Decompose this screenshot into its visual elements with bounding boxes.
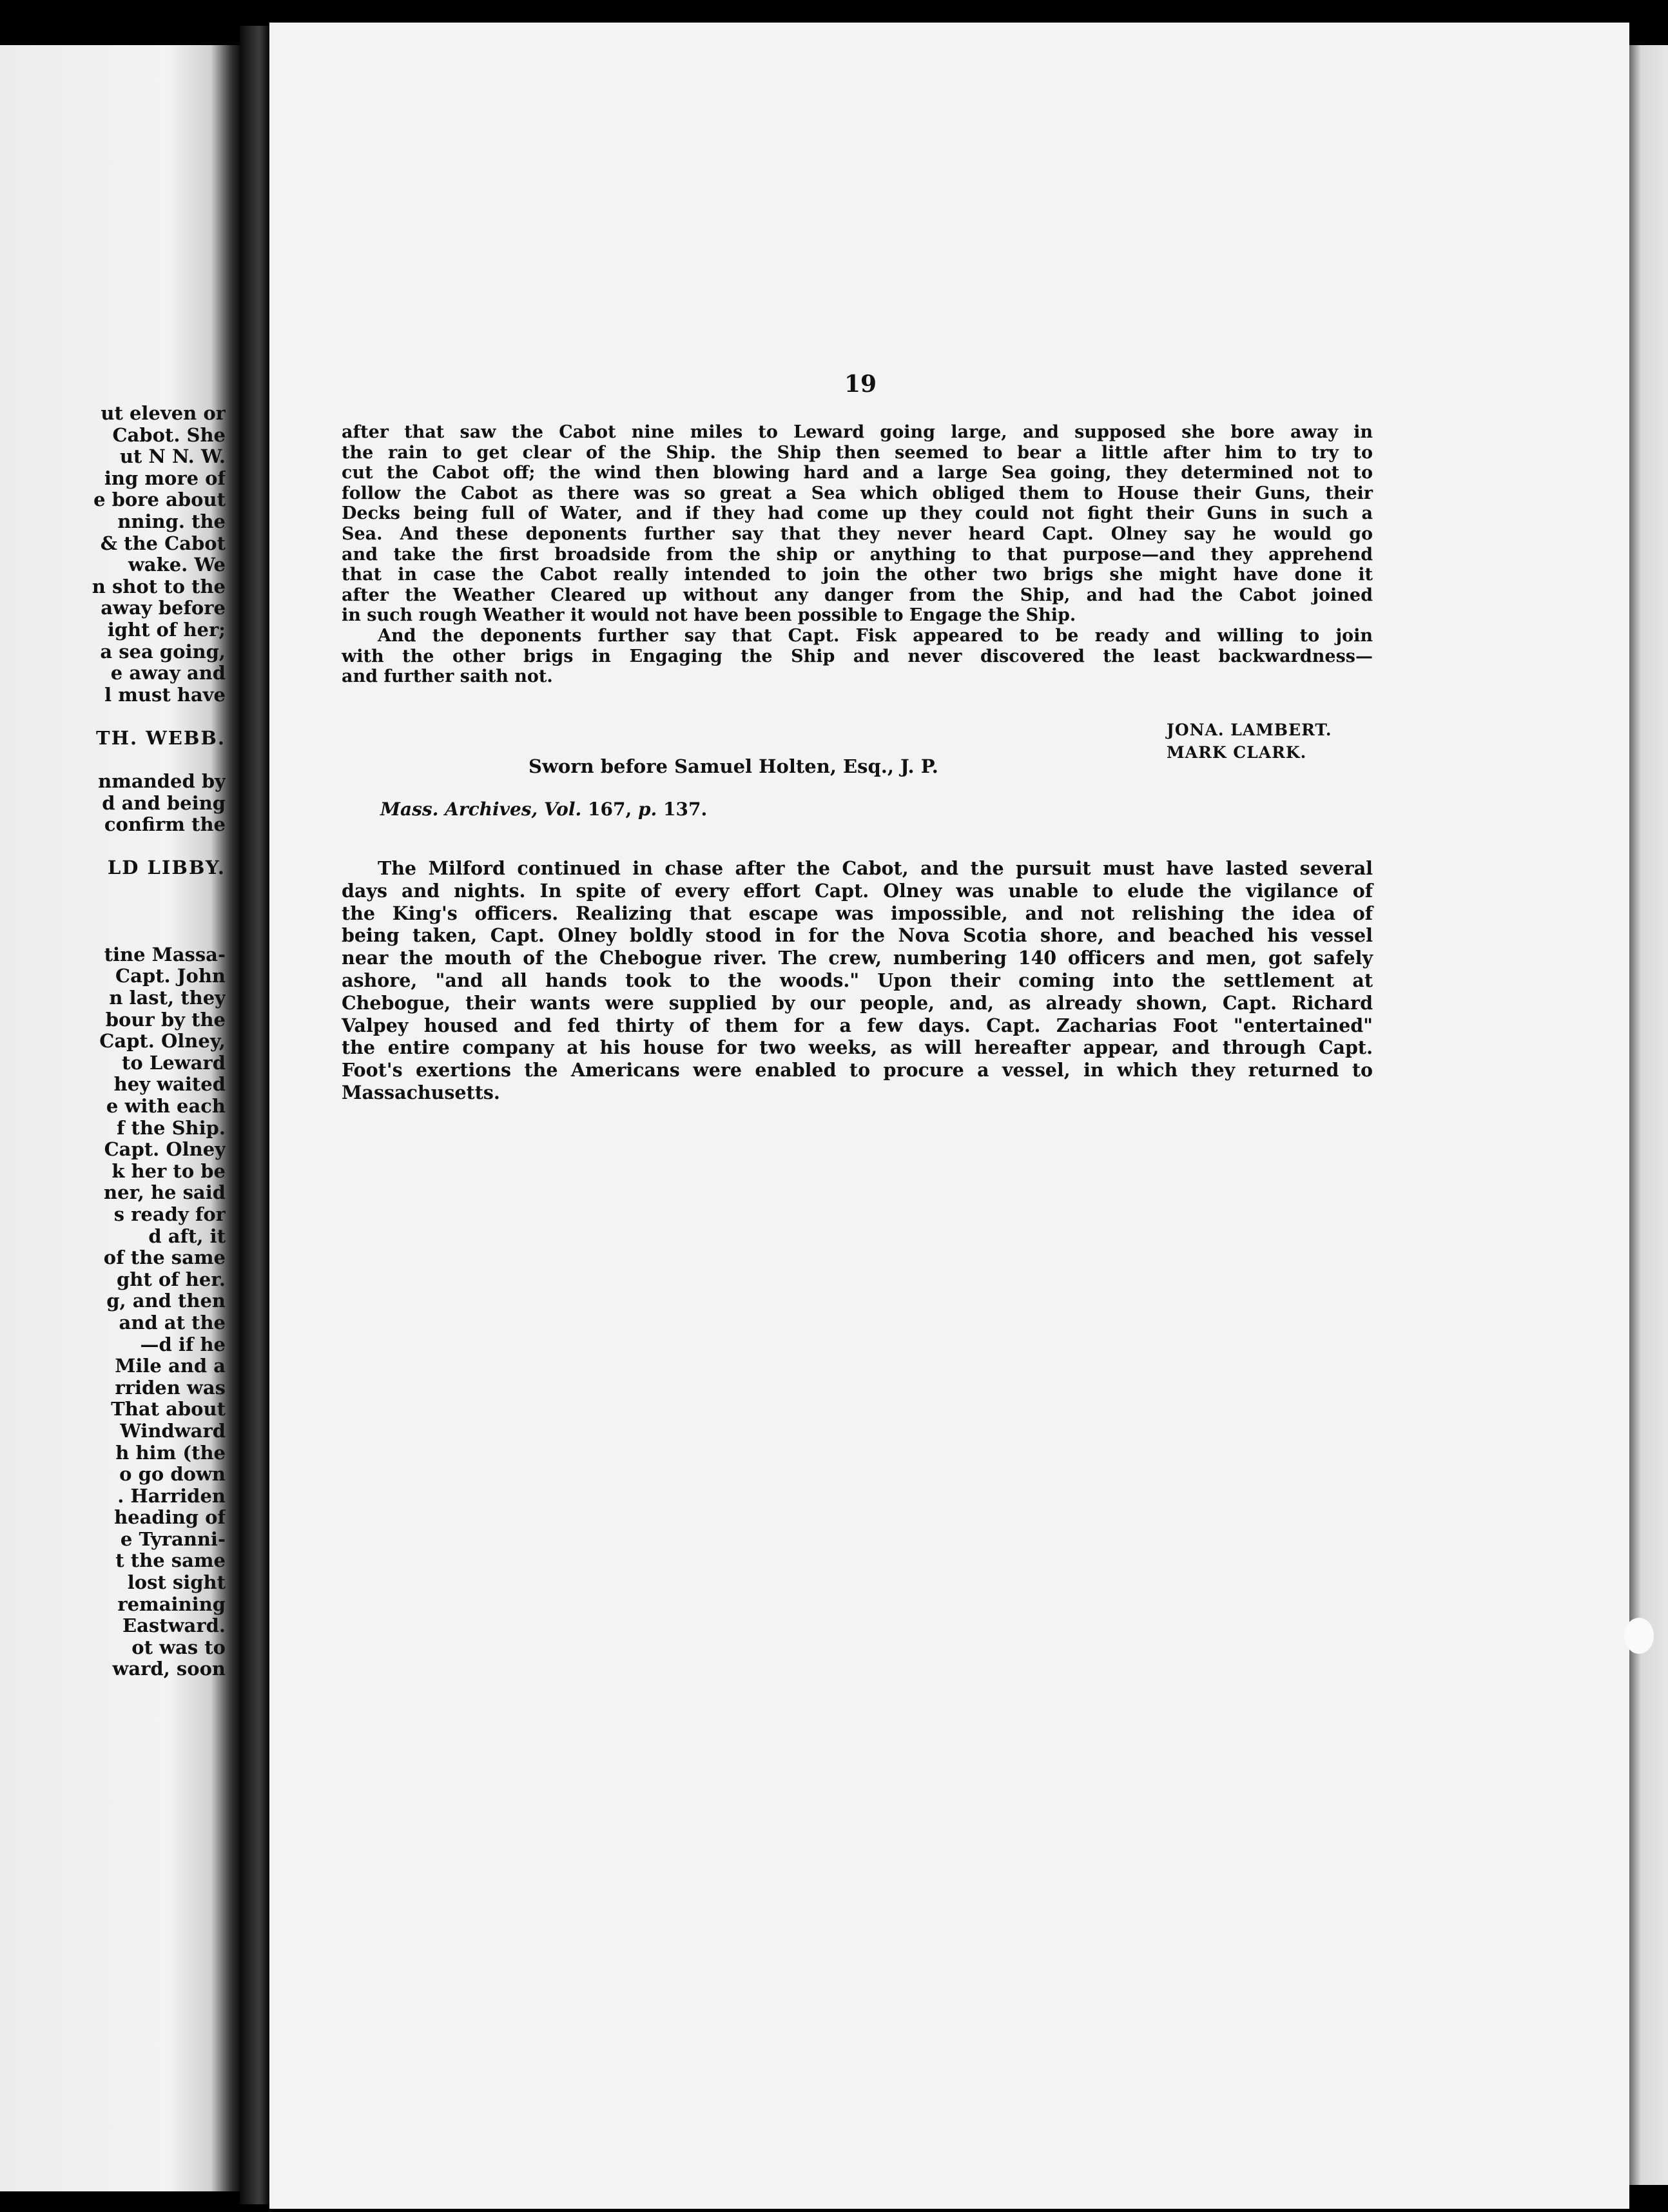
narrative-line: being taken, Capt. Olney boldly stood in for the Nova Scotia shore, and beached his vessel: [342, 924, 1373, 947]
previous-page-line: ner, he said: [104, 1181, 226, 1204]
previous-page-line: ut eleven or: [101, 403, 226, 424]
narrative-paragraph: [342, 857, 1373, 1104]
previous-page-line: d and being: [102, 791, 226, 814]
page-tear-mark: [1624, 1618, 1654, 1654]
previous-page-line: e with each: [106, 1095, 226, 1117]
deposition-line: the rain to get clear of the Ship. the Ship then seemed to bear a little after him to try to: [342, 442, 1373, 463]
deposition-line: Decks being full of Water, and if they had come up they could not fight their Guns in such a: [342, 503, 1373, 524]
signatures: [1167, 719, 1332, 764]
previous-page-line: ing more of: [104, 467, 226, 489]
previous-page-signature: LD LIBBY.: [107, 857, 226, 879]
previous-page-line: nmanded by: [98, 770, 226, 793]
previous-page-line: a sea going,: [100, 640, 226, 663]
previous-page-line: wake. We: [128, 554, 226, 576]
previous-page-line: Eastward.: [122, 1615, 226, 1637]
narrative-line: the entire company at his house for two weeks, as will hereafter appear, and through Capt.: [342, 1036, 1373, 1059]
previous-page-line: d aft, it: [148, 1225, 226, 1247]
previous-page-line: e bore about: [93, 489, 226, 511]
previous-page-line: heading of: [114, 1506, 226, 1529]
narrative-line: the King's officers. Realizing that escape was impossible, and not relishing the idea of: [342, 902, 1373, 924]
previous-page-line: nning. the: [117, 510, 226, 532]
previous-page-line: tine Massa-: [104, 943, 226, 965]
previous-page-line: of the same: [103, 1247, 226, 1269]
previous-page-signature: TH. WEBB.: [96, 726, 226, 749]
deposition-line: And the deponents further say that Capt. Fisk appeared to be ready and willing to join: [378, 625, 1373, 646]
deposition-line: cut the Cabot off; the wind then blowing hard and a large Sea going, they determined not to: [342, 463, 1373, 483]
previous-page-line: Cabot. She: [112, 423, 226, 446]
previous-page-line: k her to be: [112, 1159, 226, 1182]
previous-page-line: ight of her;: [107, 618, 226, 641]
page-number: 19: [844, 371, 877, 398]
signer-lambert: JONA. LAMBERT.: [1167, 721, 1332, 739]
narrative-line: near the mouth of the Chebogue river. The crew, numbering 140 officers and men, got safely: [342, 947, 1373, 969]
deposition-line: that in case the Cabot really intended to join the other two brigs she might have done it: [342, 565, 1373, 585]
narrative-line: Massachusetts.: [342, 1081, 500, 1103]
citation-page-label: p.: [637, 799, 657, 820]
previous-page-line: Capt. John: [115, 965, 226, 987]
archive-citation: [380, 799, 707, 820]
previous-page-line: l must have: [104, 683, 226, 706]
previous-page-line: ward, soon: [112, 1658, 226, 1680]
narrative-line: Valpey housed and fed thirty of them for a few days. Capt. Zacharias Foot "entertained": [342, 1014, 1373, 1036]
previous-page-line: lost sight: [127, 1571, 226, 1594]
previous-page-text: [0, 403, 226, 1680]
previous-page-line: remaining: [117, 1593, 226, 1615]
previous-page-line: That about: [111, 1398, 226, 1421]
previous-page-line: s ready for: [113, 1203, 226, 1225]
citation-source: Mass. Archives, Vol.: [380, 799, 582, 820]
previous-page-line: Windward: [120, 1419, 226, 1442]
previous-page-line: e away and: [110, 662, 226, 684]
previous-page-line: hey waited: [113, 1073, 226, 1096]
previous-page-line: g, and then: [106, 1290, 226, 1312]
signer-clark: MARK CLARK.: [1167, 743, 1307, 762]
deposition-line: in such rough Weather it would not have been possible to Engage the Ship.: [342, 605, 1076, 626]
previous-page-line: Mile and a: [115, 1355, 226, 1377]
previous-page-line: Capt. Olney,: [99, 1030, 226, 1053]
page: [269, 23, 1629, 2209]
citation-volume: 167,: [581, 799, 638, 820]
previous-page-line: to Leward: [122, 1051, 226, 1074]
narrative-line: Chebogue, their wants were supplied by our people, and, as already shown, Capt. Richard: [342, 991, 1373, 1014]
sworn-statement: Sworn before Samuel Holten, Esq., J. P.: [529, 755, 938, 777]
citation-page: 137.: [657, 799, 708, 820]
previous-page-line: and at the: [119, 1311, 226, 1334]
deposition-line: after the Weather Cleared up without any danger from the Ship, and had the Cabot joined: [342, 585, 1373, 605]
previous-page-line: n last, they: [109, 987, 226, 1009]
previous-page-line: —d if he: [140, 1333, 226, 1355]
deposition-line: with the other brigs in Engaging the Ship and never discovered the least backwardness—: [342, 646, 1373, 666]
deposition-line: and take the first broadside from the ship or anything to that purpose—and they apprehend: [342, 544, 1373, 565]
previous-page-line: ut N N. W.: [119, 445, 226, 468]
deposition-line: and further saith not.: [342, 666, 553, 687]
previous-page-line: e Tyranni-: [120, 1528, 226, 1550]
previous-page-line: & the Cabot: [100, 532, 226, 554]
previous-page-line: ot was to: [131, 1636, 226, 1658]
page-edge: [1629, 45, 1668, 2185]
previous-page-line: rriden was: [115, 1376, 226, 1399]
previous-page-line: ght of her.: [116, 1268, 226, 1290]
narrative-line: Foot's exertions the Americans were enabled to procure a vessel, in which they returned to: [342, 1059, 1373, 1082]
book-gutter: [240, 26, 272, 2204]
narrative-line: ashore, "and all hands took to the woods." Upon their coming into the settlement at: [342, 969, 1373, 991]
previous-page-line: h him (the: [115, 1441, 226, 1464]
previous-page-line: f the Ship.: [116, 1116, 226, 1139]
deposition-line: Sea. And these deponents further say that they never heard Capt. Olney say he would go: [342, 523, 1373, 544]
deposition-line: follow the Cabot as there was so great a Sea which obliged them to House their Guns, their: [342, 483, 1373, 503]
previous-page-line: n shot to the: [92, 575, 226, 597]
deposition-text: [342, 422, 1373, 687]
previous-page-line: o go down: [119, 1463, 226, 1486]
previous-page-line: Capt. Olney: [104, 1138, 226, 1161]
previous-page-line: bour by the: [105, 1008, 226, 1031]
deposition-line: after that saw the Cabot nine miles to Leward going large, and supposed she bore away in: [342, 422, 1373, 442]
previous-page: [0, 45, 240, 2191]
previous-page-line: confirm the: [104, 813, 226, 836]
narrative-line: days and nights. In spite of every effort Capt. Olney was unable to elude the vigilance of: [342, 879, 1373, 902]
previous-page-line: away before: [101, 597, 226, 619]
previous-page-line: . Harriden: [117, 1484, 226, 1507]
previous-page-line: t the same: [115, 1549, 226, 1572]
narrative-line: The Milford continued in chase after the Cabot, and the pursuit must have lasted several: [378, 857, 1373, 879]
